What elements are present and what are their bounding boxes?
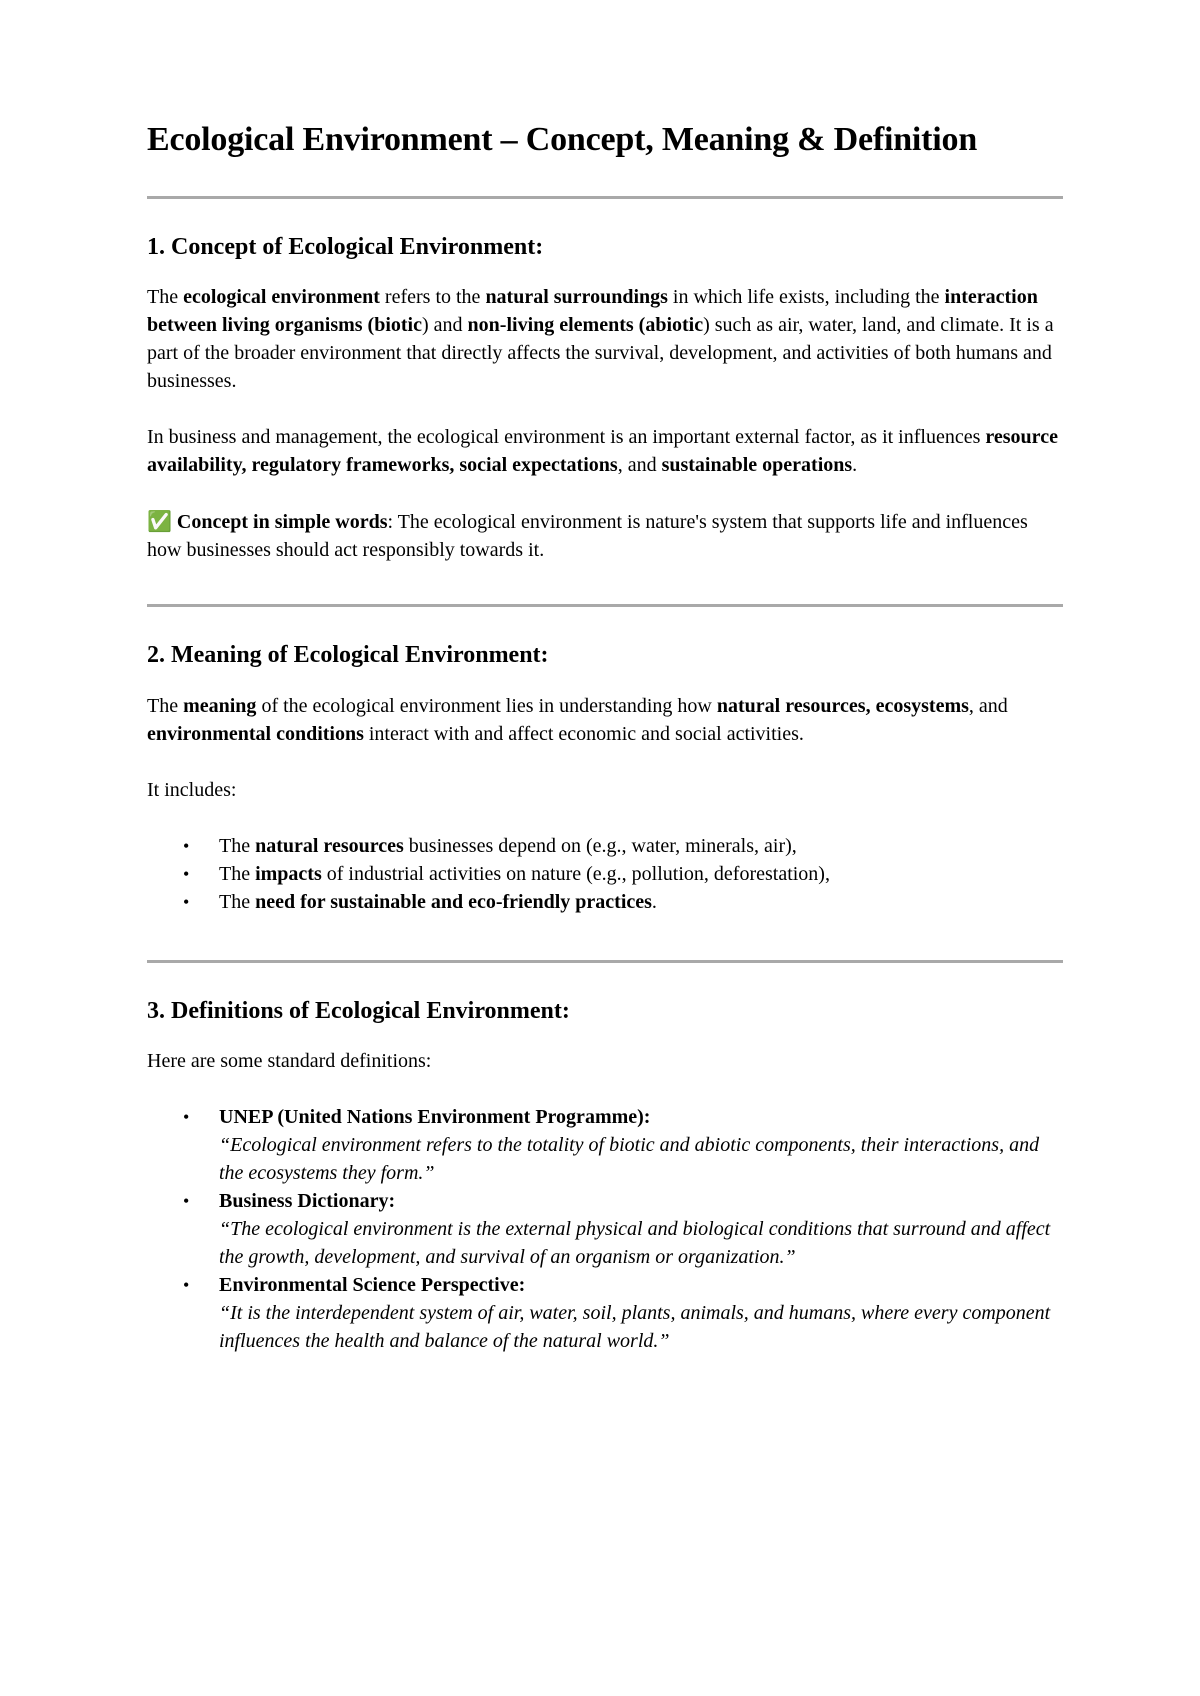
list-item: • The need for sustainable and eco-friendly practices. [147, 888, 1063, 916]
meaning-paragraph-1: The meaning of the ecological environment lies in understanding how natural resources, ecosystems, and environmental conditions interact with and affect economic and social activities. [147, 694, 1008, 745]
concept-simple-words: ✅ Concept in simple words: The ecological environment is nature's system that supports life and influences how businesses should act responsibly towards it. [147, 509, 1028, 562]
definition-source: UNEP (United Nations Environment Programme): [219, 1105, 651, 1128]
document-page [147, 118, 1063, 1355]
section-heading-concept: 1. Concept of Ecological Environment: [147, 234, 544, 261]
section-divider [147, 604, 1063, 607]
definitions-list [147, 1103, 1063, 1355]
section-divider [147, 960, 1063, 963]
bullet-icon: • [183, 835, 190, 856]
meaning-list [147, 832, 1063, 916]
checkmark-icon: ✅ [147, 509, 172, 534]
page-title: Ecological Environment – Concept, Meaning & Definition [147, 121, 978, 158]
bullet-icon: • [183, 1274, 190, 1295]
definition-item [147, 1103, 1063, 1187]
section-heading-meaning: 2. Meaning of Ecological Environment: [147, 642, 549, 669]
definition-quote: “The ecological environment is the external physical and biological conditions that surround and affect the growth, development, and survival of an organism or organization.” [219, 1217, 1051, 1268]
concept-paragraph-2: In business and management, the ecological environment is an important external factor, as it influences resource availability, regulatory frameworks, social expectations, and sustainable operations. [147, 426, 1058, 477]
list-item: • The impacts of industrial activities on nature (e.g., pollution, deforestation), [147, 860, 1063, 888]
section-divider [147, 196, 1063, 199]
definition-quote: “Ecological environment refers to the totality of biotic and abiotic components, their interactions, and the ecosystems they form.” [219, 1133, 1040, 1184]
meaning-includes-label: It includes: [147, 778, 237, 801]
bullet-icon: • [183, 863, 190, 884]
definition-source: Environmental Science Perspective: [219, 1273, 526, 1296]
definition-quote: “It is the interdependent system of air, water, soil, plants, animals, and humans, where every component influences the health and balance of the natural world.” [219, 1301, 1051, 1352]
bullet-icon: • [183, 1190, 190, 1211]
bullet-icon: • [183, 891, 190, 912]
concept-paragraph-1: The ecological environment refers to the natural surroundings in which life exists, including the interaction between living organisms (biotic) and non-living elements (abiotic) such as air, water, land, and climate. It is a part of the broader environment that directly affects the survival, development, and activities of both humans and businesses. [147, 286, 1054, 393]
definition-source: Business Dictionary: [219, 1189, 396, 1212]
definitions-intro: Here are some standard definitions: [147, 1049, 432, 1072]
definition-item [147, 1271, 1063, 1355]
section-heading-definitions: 3. Definitions of Ecological Environment: [147, 997, 570, 1024]
list-item: • The natural resources businesses depend on (e.g., water, minerals, air), [147, 832, 1063, 860]
bullet-icon: • [183, 1106, 190, 1127]
definition-item [147, 1187, 1063, 1271]
